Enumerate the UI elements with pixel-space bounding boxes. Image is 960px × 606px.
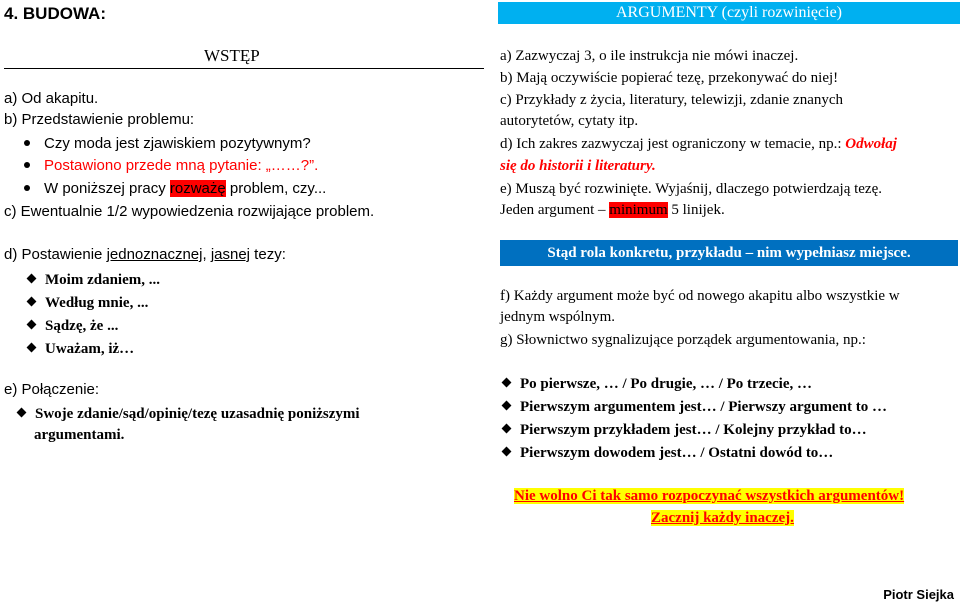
arg-item-c: c) Przykłady z życia, literatury, telewizji, zdanie znanych [500, 92, 844, 108]
diamond-bullet-icon [27, 274, 37, 284]
connection-item-e: e) Połączenie: [4, 381, 100, 398]
thesis-item-d: d) Postawienie jednoznacznej, jasnej tezy: [4, 246, 286, 263]
diamond-bullet-icon [27, 343, 37, 353]
highlight-rozwaze: rozważę [169, 180, 226, 197]
arg-item-e-cont: Jeden argument – minimum 5 linijek. [500, 202, 725, 218]
highlight-minimum: minimum [609, 202, 668, 218]
author-signature: Piotr Siejka [883, 587, 954, 602]
arg-item-g: g) Słownictwo sygnalizujące porządek argumentowania, np.: [500, 332, 866, 348]
section-title: 4. BUDOWA: [4, 4, 106, 23]
order-bullet-4: Pierwszym dowodem jest… / Ostatni dowód to… [503, 443, 833, 463]
diamond-bullet-icon [502, 424, 512, 434]
thesis-bullet-3: Sądzę, że ... [28, 316, 118, 336]
order-bullet-1: Po pierwsze, … / Po drugie, … / Po trzecie, … [503, 374, 812, 394]
connection-bullet: Swoje zdanie/sąd/opinię/tezę uzasadnię poniższymi [18, 404, 360, 424]
warning-line-2: Zacznij każdy inaczej. [651, 510, 794, 526]
diamond-bullet-icon [502, 447, 512, 457]
diamond-bullet-icon [502, 378, 512, 388]
thesis-bullet-2: Według mnie, ... [28, 293, 148, 313]
arguments-header: ARGUMENTY (czyli rozwinięcie) [498, 2, 960, 24]
problem-bullet-2: Postawiono przede mną pytanie: „……?”. [24, 156, 318, 176]
diamond-bullet-icon [17, 408, 27, 418]
concrete-banner: Stąd rola konkretu, przykładu – nim wypełniasz miejsce. [500, 240, 958, 266]
arg-item-d: d) Ich zakres zazwyczaj jest ograniczony w temacie, np.: Odwołaj [500, 136, 897, 152]
problem-bullet-1: Czy moda jest zjawiskiem pozytywnym? [24, 134, 311, 154]
bullet-dot-icon [24, 185, 30, 191]
diamond-bullet-icon [27, 297, 37, 307]
arg-item-e: e) Muszą być rozwinięte. Wyjaśnij, dlaczego potwierdzają tezę. [500, 181, 882, 197]
problem-bullet-3: W poniższej pracy rozważę problem, czy... [24, 179, 326, 199]
intro-underline [4, 68, 484, 69]
arg-item-f-cont: jednym wspólnym. [500, 309, 615, 325]
bullet-dot-icon [24, 162, 30, 168]
arg-item-f: f) Każdy argument może być od nowego akapitu albo wszystkie w [500, 288, 900, 304]
diamond-bullet-icon [502, 401, 512, 411]
order-bullet-2: Pierwszym argumentem jest… / Pierwszy argument to … [503, 397, 887, 417]
intro-heading: WSTĘP [204, 46, 260, 65]
arg-item-b: b) Mają oczywiście popierać tezę, przekonywać do niej! [500, 70, 839, 86]
arg-item-c-cont: autorytetów, cytaty itp. [500, 113, 639, 129]
bullet-dot-icon [24, 140, 30, 146]
diamond-bullet-icon [27, 320, 37, 330]
intro-item-b: b) Przedstawienie problemu: [4, 111, 195, 128]
connection-bullet-cont: argumentami. [34, 427, 125, 443]
thesis-bullet-1: Moim zdaniem, ... [28, 270, 160, 290]
thesis-bullet-4: Uważam, iż… [28, 339, 134, 359]
warning-line-1: Nie wolno Ci tak samo rozpoczynać wszystkich argumentów! [514, 488, 905, 504]
intro-item-c: c) Ewentualnie 1/2 wypowiedzenia rozwijające problem. [4, 203, 375, 220]
arg-item-a: a) Zazwyczaj 3, o ile instrukcja nie mówi inaczej. [500, 48, 799, 64]
intro-item-a: a) Od akapitu. [4, 90, 99, 107]
arg-item-d-cont: się do historii i literatury. [500, 158, 656, 174]
order-bullet-3: Pierwszym przykładem jest… / Kolejny przykład to… [503, 420, 867, 440]
